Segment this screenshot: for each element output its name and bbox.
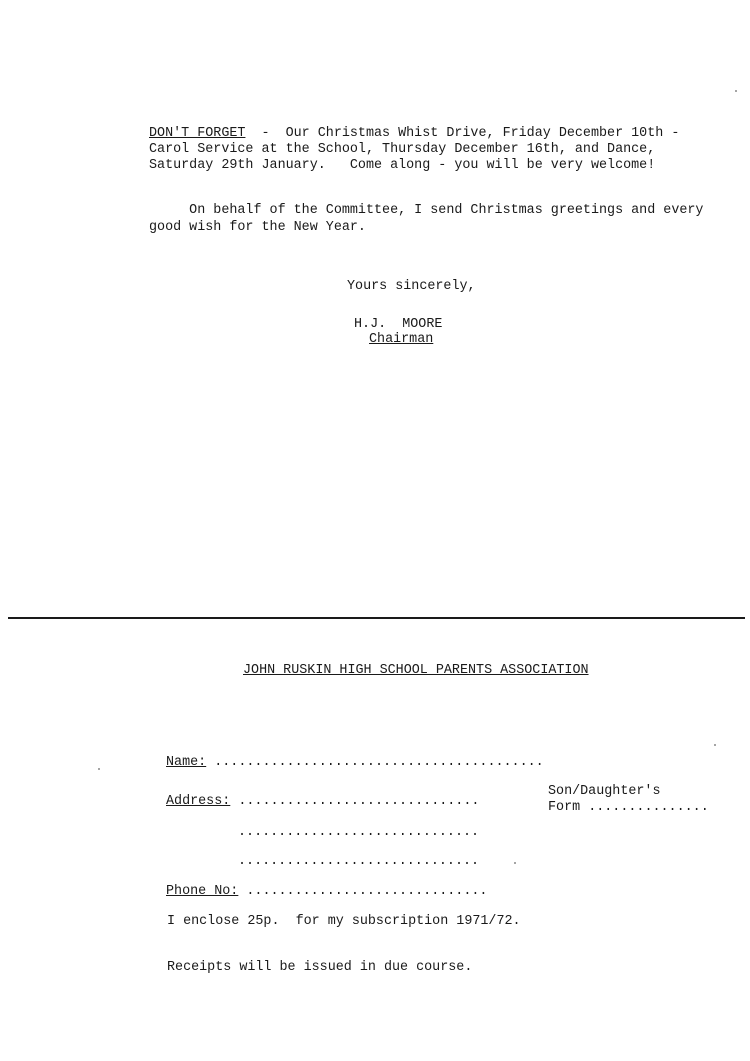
address-row-1 [166, 793, 479, 810]
tear-off-divider [8, 617, 745, 619]
greetings-line-2: good wish for the New Year. [149, 220, 366, 235]
form-field[interactable]: ............... [588, 800, 709, 815]
signatory-title: Chairman [369, 332, 434, 347]
phone-label: Phone No: [166, 884, 239, 899]
signatory-name: H.J. MOORE [354, 317, 443, 332]
subscription-text: I enclose 25p. for my subscription 1971/72. [167, 914, 521, 929]
address-field-3[interactable]: .............................. [238, 854, 480, 869]
dont-forget-label: DON'T FORGET [149, 126, 246, 141]
scan-speck [735, 90, 737, 92]
address-field-1[interactable]: .............................. [238, 794, 480, 809]
dont-forget-line-2: Carol Service at the School, Thursday December 16th, and Dance, [149, 142, 656, 157]
dont-forget-line-3: Saturday 29th January. Come along - you will be very welcome! [149, 158, 656, 173]
form-label-line-1: Son/Daughter's [548, 784, 661, 799]
phone-row [166, 883, 487, 900]
receipts-text: Receipts will be issued in due course. [167, 960, 473, 975]
address-label: Address: [166, 794, 231, 809]
dont-forget-text: - Our Christmas Whist Drive, Friday December 10th - [245, 126, 680, 141]
form-row [548, 799, 709, 816]
name-label: Name: [166, 755, 207, 770]
name-field[interactable]: ......................................... [214, 755, 544, 770]
name-row [166, 754, 544, 771]
closing: Yours sincerely, [347, 279, 476, 294]
dont-forget-line-1 [149, 125, 679, 142]
scan-speck [714, 744, 716, 746]
form-label-line-2: Form [548, 800, 581, 815]
scan-speck [98, 768, 100, 770]
greetings-line-1: On behalf of the Committee, I send Christmas greetings and every [149, 203, 704, 218]
form-heading: JOHN RUSKIN HIGH SCHOOL PARENTS ASSOCIATION [243, 663, 589, 678]
address-field-2[interactable]: .............................. [238, 825, 480, 840]
scan-speck [514, 862, 516, 864]
phone-field[interactable]: .............................. [246, 884, 488, 899]
